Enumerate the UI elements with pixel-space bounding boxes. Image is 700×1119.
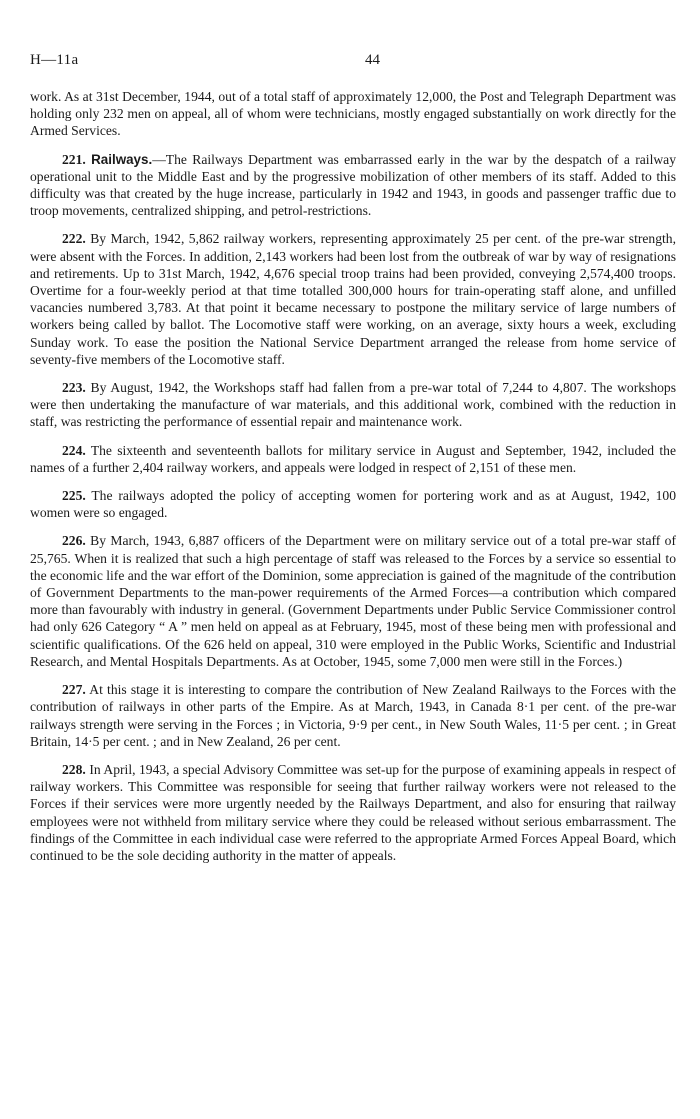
paragraph-number: 226. xyxy=(62,533,86,549)
paragraph-text: By March, 1943, 6,887 officers of the Department were on military service out of a total pre-war staff of 25,765. When it is realized that such a high percentage of staff was released to the Forces by a service so essential to the economic life and the war effort of the Dominion, some appreciation is gained of the magnitude of the contribution of Government Departments to the man-power requirements of the Armed Forces—a contribution which compared more than favourably with industry in general. (Government Departments under Public Service Commissioner control had only 626 Category “ A ” men held on appeal as at February, 1945, most of these being men with professional and scientific qualifications. Of the 626 held on appeal, 310 were employed in the Public Works, Scientific and Industrial Research, and Mental Hospitals Departments. As at October, 1945, some 7,000 men were still in the Forces.) xyxy=(30,533,677,669)
section-title: Railways. xyxy=(91,151,153,167)
paragraph-number: 222. xyxy=(62,231,86,247)
paragraph-225 xyxy=(30,487,676,521)
paragraph-text: The railways adopted the policy of accepting women for portering work and as at August, 1942, 100 women were so engaged. xyxy=(30,488,676,521)
paragraph-228 xyxy=(30,761,676,864)
paragraph-226 xyxy=(30,532,676,670)
paragraph-224 xyxy=(30,442,676,476)
paragraph-text: At this stage it is interesting to compare the contribution of New Zealand Railways to the Forces with the contribution of railways in other parts of the Empire. As at March, 1943, in Canada 8·1 per cent. of the pre-war railways strength were serving in the Forces ; in Victoria, 9·9 per cent., in New South Wales, 11·5 per cent. ; in Great Britain, 14·5 per cent. ; and in New Zealand, 26 per cent. xyxy=(30,682,676,749)
paragraph-number: 224. xyxy=(62,442,86,458)
paragraph-text: work. As at 31st December, 1944, out of a total staff of approximately 12,000, the Post and Telegraph Department was holding only 232 men on appeal, all of whom were technicians, mostly engaged substantially on work directly for the Armed Services. xyxy=(30,89,676,139)
paragraph-text: —The Railways Department was embarrassed early in the war by the despatch of a railway operational unit to the Middle East and by the progressive mobilization of other members of its staff. Added to this difficulty was that created by the huge increase, particularly in 1942 and 1943, in goods and passenger traffic due to troop movements, centralized shipping, and petrol-restrictions. xyxy=(30,151,676,219)
paragraph-221 xyxy=(30,151,676,220)
document-body xyxy=(30,88,676,864)
paragraph-number: 225. xyxy=(62,488,86,504)
page-number: 44 xyxy=(365,52,380,68)
paragraph-text: By August, 1942, the Workshops staff had fallen from a pre-war total of 7,244 to 4,807. The workshops were then undertaking the manufacture of war materials, and this additional work, combined with the reduction in staff, was restricting the performance of essential repair and maintenance work. xyxy=(30,380,677,430)
document-reference: H—11a xyxy=(30,52,79,68)
paragraph-222 xyxy=(30,230,676,368)
paragraph-number: 228. xyxy=(62,761,86,777)
paragraph-text: In April, 1943, a special Advisory Committee was set-up for the purpose of examining appeals in respect of railway workers. This Committee was responsible for seeing that further railway workers were not released to the Forces if their services were more urgently needed by the Railways Department, and also for ensuring that railway employees were not withheld from military service where they could be released without serious embarrassment. The findings of the Committee in each individual case were referred to the appropriate Armed Forces Appeal Board, which continued to be the sole deciding authority in the matter of appeals. xyxy=(30,761,676,863)
paragraph-223 xyxy=(30,379,676,431)
paragraph-number: 227. xyxy=(62,682,86,698)
paragraph-text: The sixteenth and seventeenth ballots for military service in August and September, 1942, included the names of a further 2,404 railway workers, and appeals were lodged in respect of 2,151 of these men. xyxy=(30,442,676,475)
paragraph-text: By March, 1942, 5,862 railway workers, representing approximately 25 per cent. of the pre-war strength, were absent with the Forces. In addition, 2,143 workers had been lost from the outbreak of war by way of resignations and retirements. Up to 31st March, 1942, 4,676 special troop trains had been provided, conveying 2,574,400 troops. Overtime for a four-weekly period at that time totalled 300,000 hours for train-operating staff alone, and unfilled vacancies numbered 3,783. At that point it became necessary to postpone the military service of large numbers of workers being called by ballot. The Locomotive staff were working, on an average, sixty hours a week, excluding Sunday work. To ease the position the National Service Department arranged the release from home service of seventy-five members of the Locomotive staff. xyxy=(30,231,676,367)
paragraph-number: 221. xyxy=(62,151,86,167)
paragraph-227 xyxy=(30,681,676,750)
page-header xyxy=(30,49,676,71)
paragraph-number: 223. xyxy=(62,380,86,396)
paragraph-continuation xyxy=(30,88,676,140)
